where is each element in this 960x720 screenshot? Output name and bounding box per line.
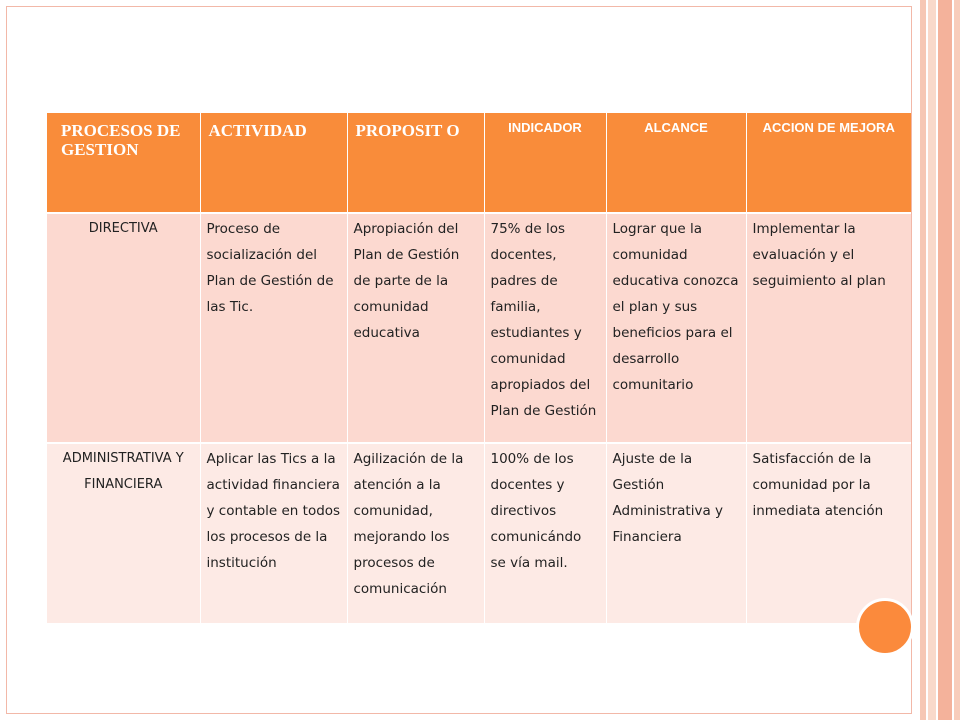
header-indicador: INDICADOR <box>484 113 606 213</box>
decorative-stripe <box>938 0 952 720</box>
cell-indicador: 100% de los docentes y directivos comunicándo se vía mail. <box>484 443 606 623</box>
cell-proposito: Agilización de la atención a la comunidad, mejorando los procesos de comunicación <box>347 443 484 623</box>
cell-alcance: Lograr que la comunidad educativa conozca el plan y sus beneficios para el desarrollo comunitario <box>606 213 746 443</box>
cell-alcance: Ajuste de la Gestión Administrativa y Financiera <box>606 443 746 623</box>
decorative-circle <box>856 598 914 656</box>
header-procesos: PROCESOS DE GESTION <box>47 113 200 213</box>
decorative-stripe <box>928 0 936 720</box>
header-row <box>47 113 911 213</box>
decorative-stripe <box>920 0 926 720</box>
management-plan-table <box>47 113 911 623</box>
cell-accion: Implementar la evaluación y el seguimiento al plan <box>746 213 911 443</box>
header-accion: ACCION DE MEJORA <box>762 120 895 135</box>
cell-actividad: Proceso de socialización del Plan de Gestión de las Tic. <box>200 213 347 443</box>
cell-indicador: 75% de los docentes, padres de familia, estudiantes y comunidad apropiados del Plan de Gestión <box>484 213 606 443</box>
cell-proceso: DIRECTIVA <box>47 213 200 443</box>
cell-actividad: Aplicar las Tics a la actividad financiera y contable en todos los procesos de la institución <box>200 443 347 623</box>
cell-proposito: Apropiación del Plan de Gestión de parte de la comunidad educativa <box>347 213 484 443</box>
cell-proceso: ADMINISTRATIVA Y FINANCIERA <box>47 443 200 623</box>
decorative-stripe <box>954 0 960 720</box>
table-row <box>47 213 911 443</box>
header-alcance: ALCANCE <box>606 113 746 213</box>
header-proposito: PROPOSIT O <box>347 113 484 213</box>
cell-accion: Satisfacción de la comunidad por la inmediata atención <box>746 443 911 623</box>
header-actividad: ACTIVIDAD <box>200 113 347 213</box>
table-row <box>47 443 911 623</box>
